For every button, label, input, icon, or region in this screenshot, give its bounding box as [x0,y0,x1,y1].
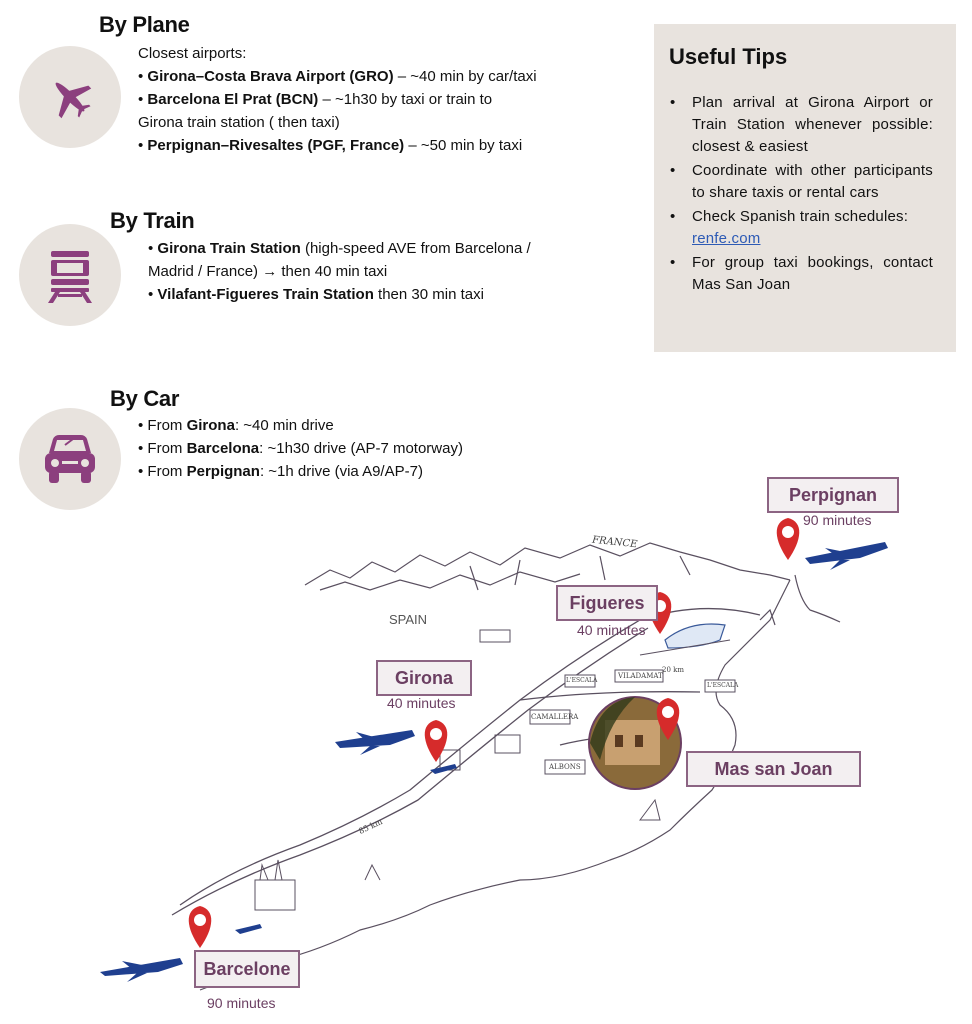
minutes-barcelone: 90 minutes [207,995,276,1011]
train-item-cont: Madrid / France) → then 40 min taxi [148,263,388,280]
mountain-range [305,543,790,590]
plane-item-cont: Girona train station ( then taxi) [138,114,340,131]
airplane-icon [45,72,95,122]
useful-tips-panel [654,24,956,352]
tip-item: • Check Spanish train schedules: renfe.com [668,206,933,250]
train-sketch [640,624,730,655]
train-item: • Vilafant-Figueres Train Station then 30 min taxi [148,286,484,303]
sign-albons: ALBONS [549,763,581,771]
train-item: • Girona Train Station (high-speed AVE from Barcelona / [148,240,531,257]
car-icon [43,431,97,487]
sign-escala-1: L'ESCALA [566,677,598,684]
minutes-girona: 40 minutes [387,695,456,711]
plane-list [138,42,638,157]
minutes-figueres: 40 minutes [577,622,646,638]
renfe-link[interactable]: renfe.com [692,230,761,247]
label-figueres: Figueres [556,585,658,621]
plane-item: • Perpignan–Rivesaltes (PGF, France) – ~50 min by taxi [138,137,523,154]
map-label-spain: SPAIN [389,612,428,627]
map-pin-girona [425,720,448,762]
map-pins [189,518,800,948]
train-icon-circle [19,224,121,326]
car-item: • From Perpignan: ~1h drive (via A9/AP-7) [138,463,423,480]
label-perpignan: Perpignan [767,477,899,513]
minutes-perpignan: 90 minutes [803,512,872,528]
car-item: • From Girona: ~40 min drive [138,417,334,434]
train-title: By Train [110,208,195,233]
map-pin-barcelone [189,906,212,948]
tip-item: • Plan arrival at Girona Airport or Train Station whenever possible: closest & easiest [668,92,933,158]
plane-intro: Closest airports: [138,45,247,62]
map-pin-perpignan [777,518,800,560]
plane-item: • Barcelona El Prat (BCN) – ~1h30 by taxi or train to [138,91,493,108]
train-list [148,237,608,306]
car-list [138,414,618,483]
car-title: By Car [110,386,180,411]
label-barcelone: Barcelone [194,950,300,988]
sign-cmallera: CAMALLERA [531,713,579,721]
car-item: • From Barcelona: ~1h30 drive (AP-7 motorway) [138,440,463,457]
tip-item: • For group taxi bookings, contact Mas San Joan [668,252,933,296]
tip-item: • Coordinate with other participants to share taxis or rental cars [668,160,933,204]
label-girona: Girona [376,660,472,696]
label-mas-san-joan: Mas san Joan [686,751,861,787]
km-85-label: 85 km [357,817,384,836]
train-icon [45,247,95,303]
plane-icon-circle [19,46,121,148]
map-label-france: FRANCE [591,534,638,551]
sign-viladamat: VILADAMAT [618,672,663,680]
tips-list [668,92,933,298]
sign-escala-2: L'ESCALA [707,682,739,689]
plane-item: • Girona–Costa Brava Airport (GRO) – ~40 min by car/taxi [138,68,537,85]
km-20-label: 20 km [662,666,685,674]
plane-title: By Plane [99,12,190,37]
tips-title: Useful Tips [669,44,788,69]
